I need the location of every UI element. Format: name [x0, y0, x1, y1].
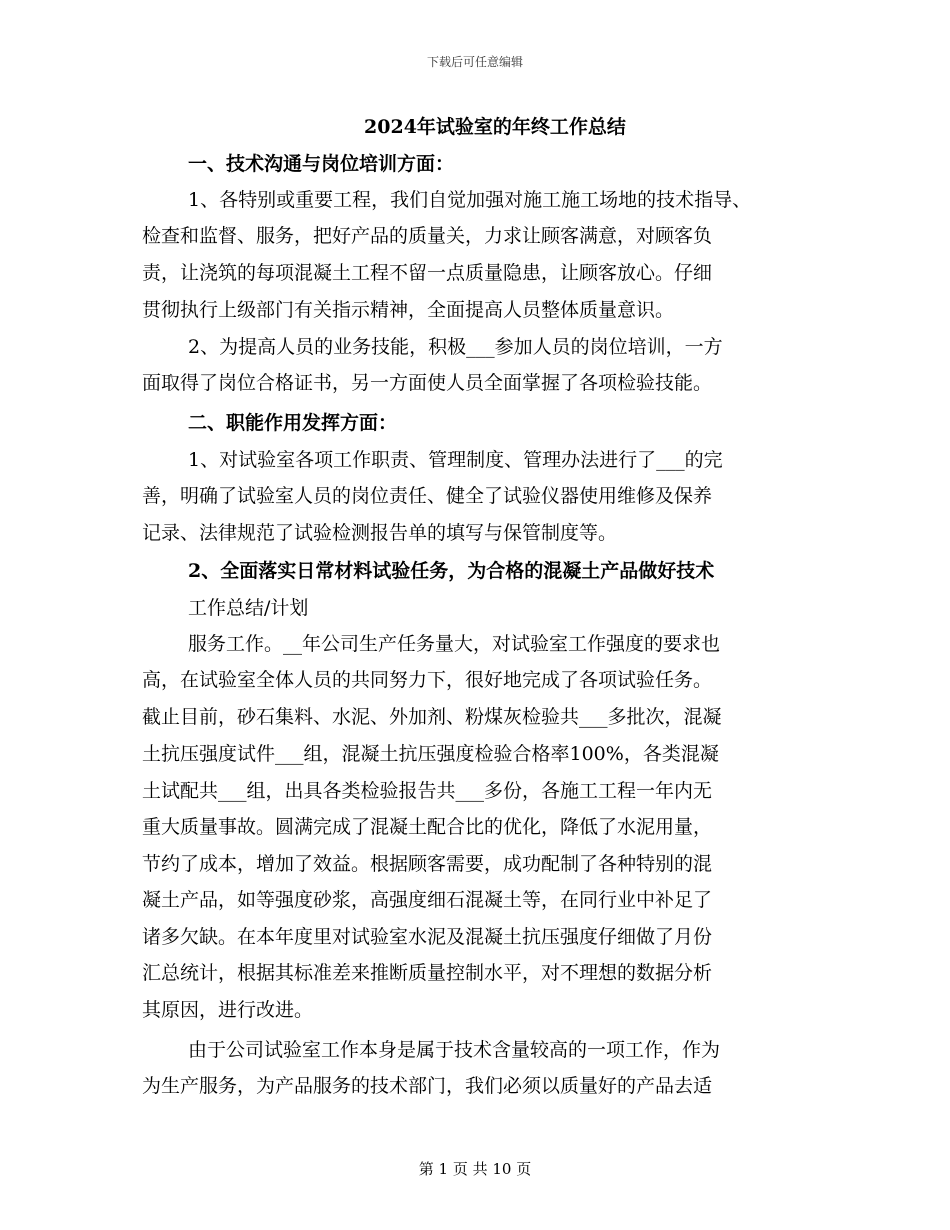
paragraph-line: 节约了成本，增加了效益。根据顾客需要，成功配制了各种特别的混 [142, 853, 713, 875]
paragraph-line: 检查和监督、服务，把好产品的质量关，力求让顾客满意，对顾客负 [142, 225, 713, 247]
paragraph-line: 贯彻执行上级部门有关指示精神，全面提高人员整体质量意识。 [142, 299, 675, 321]
paragraph-line: 善，明确了试验室人员的岗位责任、健全了试验仪器使用维修及保养 [142, 485, 713, 507]
paragraph-line: 责，让浇筑的每项混凝土工程不留一点质量隐患，让顾客放心。仔细 [142, 262, 713, 284]
page-number: 第 1 页 共 10 页 [418, 1160, 532, 1178]
header-note: 下载后可任意编辑 [426, 55, 523, 69]
paragraph-line: 诸多欠缺。在本年度里对试验室水泥及混凝土抗压强度仔细做了月份 [142, 926, 713, 948]
paragraph-line: 服务工作。__年公司生产任务量大，对试验室工作强度的要求也 [188, 633, 721, 655]
paragraph-line: 1、对试验室各项工作职责、管理制度、管理办法进行了___的完 [188, 449, 723, 471]
paragraph-line: 凝土产品，如等强度砂浆，高强度细石混凝土等，在同行业中补足了 [142, 889, 713, 911]
paragraph-line: 截止目前，砂石集料、水泥、外加剂、粉煤灰检验共___多批次，混凝 [142, 706, 722, 728]
paragraph-line: 工作总结/计划 [188, 597, 309, 619]
section-heading: 二、职能作用发挥方面： [188, 412, 398, 434]
paragraph-line: 汇总统计，根据其标准差来推断质量控制水平，对不理想的数据分析 [142, 962, 713, 984]
paragraph-line: 高，在试验室全体人员的共同努力下，很好地完成了各项试验任务。 [142, 669, 713, 691]
paragraph-line: 记录、法律规范了试验检测报告单的填写与保管制度等。 [142, 522, 618, 544]
document-title: 2024年试验室的年终工作总结 [364, 116, 626, 138]
paragraph-line: 1、各特别或重要工程，我们自觉加强对施工施工场地的技术指导、 [188, 189, 752, 211]
paragraph-line: 2、为提高人员的业务技能，积极___参加人员的岗位培训，一方 [188, 336, 723, 358]
paragraph-line: 其原因，进行改进。 [142, 999, 314, 1021]
section-heading: 一、技术沟通与岗位培训方面： [188, 153, 455, 175]
paragraph-line: 重大质量事故。圆满完成了混凝土配合比的优化，降低了水泥用量， [142, 816, 713, 838]
section-heading: 2、全面落实日常材料试验任务，为合格的混凝土产品做好技术 [188, 560, 715, 582]
paragraph-line: 由于公司试验室工作本身是属于技术含量较高的一项工作，作为 [188, 1039, 721, 1061]
paragraph-line: 面取得了岗位合格证书，另一方面使人员全面掌握了各项检验技能。 [142, 372, 713, 394]
paragraph-line: 土试配共___组，出具各类检验报告共___多份，各施工工程一年内无 [142, 780, 713, 802]
paragraph-line: 土抗压强度试件___组，混凝土抗压强度检验合格率100%，各类混凝 [142, 743, 719, 765]
paragraph-line: 为生产服务，为产品服务的技术部门，我们必须以质量好的产品去适 [142, 1075, 713, 1097]
